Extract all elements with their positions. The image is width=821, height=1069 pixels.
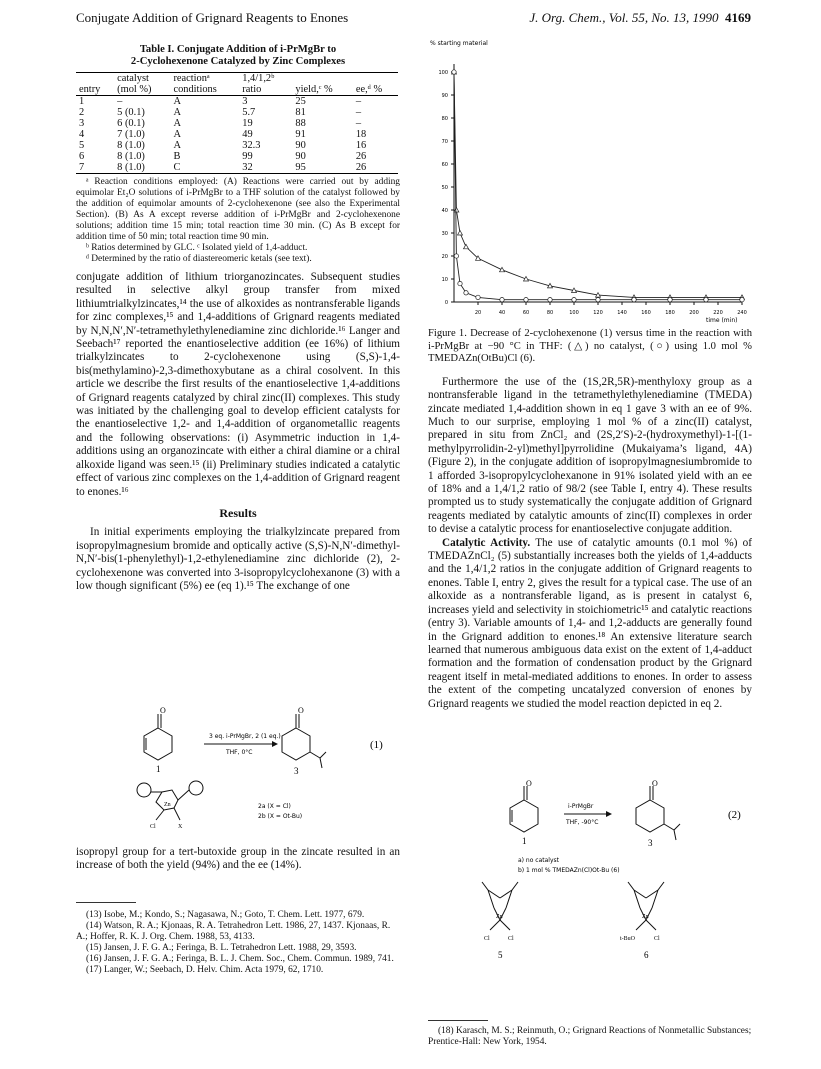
running-header: Conjugate Addition of Grignard Reagents to Enones [76, 10, 349, 25]
table-cell: – [355, 96, 362, 107]
svg-text:t-BuO: t-BuO [620, 936, 635, 942]
svg-text:Cl: Cl [150, 824, 156, 830]
y-tick-label: 60 [441, 162, 448, 168]
table-cell: – [117, 96, 123, 107]
table-row [76, 151, 398, 162]
condition-b: b) 1 mol % TMEDAZn(Cl)Ot-Bu (6) [518, 867, 620, 874]
table-cell: A [173, 129, 181, 140]
compound-label: 6 [644, 950, 649, 960]
x-tick-label: 140 [617, 310, 627, 316]
circle-point [740, 298, 744, 302]
table-cell: 6 [79, 151, 85, 162]
circle-point [452, 70, 456, 74]
compound-label: 3 [648, 838, 653, 848]
condition-a: a) no catalyst [518, 857, 560, 864]
table-cell: A [173, 96, 181, 107]
journal-citation: J. Org. Chem., Vol. 55, No. 13, 1990 4169 [529, 10, 751, 25]
table-1 [76, 72, 398, 174]
table-cell: 5.7 [242, 107, 256, 118]
y-tick-label: 90 [441, 93, 448, 99]
table-cell: 95 [295, 162, 306, 173]
svg-text:O: O [526, 779, 532, 788]
equation-2-scheme [428, 778, 752, 978]
y-tick-label: 50 [441, 185, 448, 191]
compound-label: 5 [498, 950, 503, 960]
solvent-label: THF, -90°C [566, 819, 599, 826]
circle-point [476, 295, 480, 299]
svg-text:Zn: Zn [164, 802, 171, 808]
tmedazncl2-structure [482, 882, 518, 930]
section-heading: Results [219, 505, 257, 520]
table-cell: 16 [355, 140, 367, 151]
reference-item: (18) Karasch, M. S.; Reinmuth, O.; Grignard Reactions of Nonmetallic Substances; Prentice-Hall: New York, 1954. [428, 1026, 752, 1047]
x-tick-label: 60 [522, 310, 530, 316]
footnote-divider [428, 1020, 488, 1021]
table-row [76, 118, 398, 129]
table-cell: 4 [79, 129, 85, 140]
table-cell: 88 [295, 118, 306, 129]
references-right [428, 1026, 752, 1048]
compound-label: 1 [522, 836, 527, 846]
svg-text:X: X [178, 824, 183, 830]
circle-point [524, 298, 528, 302]
compound-label: 3 [294, 766, 299, 776]
solvent-label: THF, 0°C [226, 749, 253, 756]
table-cell: 25 [295, 96, 306, 107]
table-cell: A [173, 107, 181, 118]
table-cell: 26 [355, 162, 367, 173]
table-cell: 8 (1.0) [117, 162, 145, 173]
y-tick-label: 0 [444, 300, 448, 306]
y-tick-label: 100 [438, 70, 448, 76]
cyclohexenone-structure [510, 786, 538, 832]
circle-point [454, 254, 458, 258]
series-line-circle [454, 72, 742, 300]
table-cell: 91 [295, 129, 306, 140]
references-left [76, 910, 400, 976]
x-tick-label: 200 [689, 310, 699, 316]
left-column-continued [76, 846, 400, 873]
cyclohexenone-structure [144, 714, 172, 760]
table-cell: 7 [79, 162, 85, 173]
chart-axes [438, 64, 746, 316]
table-header-row: entry (mol %) conditions ratio yield,ᶜ % ee,ᵈ % [76, 84, 398, 96]
reagent-label: 3 eq. i-PrMgBr, 2 (1 eq.) [209, 733, 281, 740]
isopropylcyclohexanone-structure [636, 786, 680, 840]
table-header-row: catalyst reactionᵃ 1,4/1,2ᵇ [76, 73, 398, 85]
right-column [428, 328, 752, 711]
circle-point [500, 298, 504, 302]
table-cell: 8 (1.0) [117, 140, 145, 151]
x-tick-label: 40 [498, 310, 506, 316]
triangle-point [464, 244, 469, 249]
x-axis-label: time (min) [706, 317, 738, 324]
y-tick-label: 20 [441, 254, 448, 260]
table-row [76, 129, 398, 140]
table-cell: B [173, 151, 181, 162]
x-tick-label: 100 [569, 310, 579, 316]
table-cell: 99 [242, 151, 253, 162]
svg-text:Cl: Cl [484, 936, 490, 942]
body-paragraph: Catalytic Activity. The use of catalytic amounts (0.1 mol %) of TMEDAZnCl₂ (5) substantially increases both the yields of 1,4-adducts and the 1,4/1,2 ratios in the conjugate addition of Grignard reagents to enones. Table I, entry 2, gives the result for a typical case. The use of an alkoxide as a nontransferable ligand, as is present in catalyst 6, increases yield and selectivity in stoichiometric¹⁵ and catalytic reactions (entry 3). Variable amounts of 1,4- and 1,2-adducts are generally found in the Grignard addition to enones.¹⁸ An extensive literature search learned that numerous ambiguous data exist on the extent of 1,4-adduct formation and the formation of condensation product by the Grignard reagent itself in metal-mediated additions to enones. In order to assess the extent of the competing uncatalyzed conversion of enones by Grignard reagents we studied the model reaction depicted in eq 2. [428, 536, 752, 710]
table-cell: A [173, 118, 181, 129]
circle-point [668, 298, 672, 302]
circle-point [458, 281, 462, 285]
y-tick-label: 80 [441, 116, 448, 122]
table-cell: 3 [79, 118, 85, 129]
left-column [76, 44, 400, 593]
circle-point [632, 298, 636, 302]
reference-item: (14) Watson, R. A.; Kjonaas, R. A. Tetrahedron Lett. 1986, 27, 1437. Kjonaas, R. A.; Hoffer, R. K. J. Org. Chem. 1988, 53, 4133. [76, 921, 391, 942]
table-cell: 6 (0.1) [117, 118, 145, 129]
svg-text:O: O [298, 706, 304, 715]
body-paragraph: In initial experiments employing the trialkylzincate prepared from isopropylmagnesium bromide and optically active (S,S)-N,N′-dimethyl-N,N′-bis(1-phenylethyl)-1,2-ethylenediamine zinc dichloride (2), 2-cyclohexenone was converted into 3-isopropylcyclohexanone (3) with a low though significant (5%) ee (eq 1).¹⁵ The exchange of one [76, 526, 400, 592]
equation-number: (2) [728, 809, 741, 821]
equation-1-scheme [76, 704, 400, 832]
circle-point [572, 298, 576, 302]
y-tick-label: 70 [441, 139, 448, 145]
y-axis-label: % starting material [430, 40, 488, 47]
table-cell: 81 [295, 107, 306, 118]
x-tick-label: 240 [737, 310, 747, 316]
isopropylcyclohexanone-structure [282, 714, 326, 768]
reference-item: (15) Jansen, J. F. G. A.; Feringa, B. L. Tetrahedron Lett. 1988, 29, 3593. [86, 943, 357, 953]
page-number: 4169 [725, 10, 751, 25]
table-cell: C [173, 162, 181, 173]
table-body [76, 96, 398, 174]
x-tick-label: 220 [713, 310, 723, 316]
table-cell: 18 [355, 129, 367, 140]
table-cell: – [355, 107, 362, 118]
table-row [76, 140, 398, 151]
table-cell: 90 [295, 151, 306, 162]
body-paragraph: Furthermore the use of the (1S,2R,5R)-menthyloxy group as a nontransferable ligand in the tetramethylethylenediamine (TMEDA) zincate mediated 1,4-addition shown in eq 1 gave 3 with an ee of 9%. Much to our surprise, employing 1 mol % of a zinc(II) catalyst, prepared in situ from ZnCl₂ and (2S,2′S)-2-(hydroxymethyl)-1-[(1-methylpyrrolidin-2-yl)methyl]pyrrolidine (Mukaiyama’s ligand, 4A) (Figure 2), in the conjugate addition of isopropylmagnesiumbromide to 1 afforded 3-isopropylcyclohexanone in 91% isolated yield with an ee of 18% and a 1,4/1,2 ratio of 98/2 (see Table I, entry 4). These results prompted us to study systematically the conjugate addition of Grignard reagents mediated by catalytic amounts of zinc(II) complexes in order to devise a catalytic process for enantioselective conjugate addition. [428, 375, 752, 536]
table-cell: 49 [242, 129, 253, 140]
body-paragraph: isopropyl group for a tert-butoxide group in the zincate resulted in an increase of both the yield (94%) and the ee (14%). [76, 846, 400, 872]
triangle-point [500, 267, 505, 272]
svg-text:Zn: Zn [642, 914, 649, 920]
circle-point [464, 291, 468, 295]
series-line-triangle [454, 72, 742, 297]
table-row [76, 162, 398, 174]
svg-text:Zn: Zn [496, 914, 503, 920]
table-caption: Table I. Conjugate Addition of i-PrMgBr to 2-Cyclohexenone Catalyzed by Zinc Complexes [130, 44, 346, 67]
svg-text:O: O [160, 706, 166, 715]
x-tick-label: 180 [665, 310, 675, 316]
table-cell: 2 [79, 107, 85, 118]
table-cell: 5 [79, 140, 85, 151]
table-cell: – [355, 118, 362, 129]
zinc-complex-2-structure [137, 781, 203, 820]
reference-item: (16) Jansen, J. F. G. A.; Feringa, B. L. J. Chem. Soc., Chem. Commun. 1989, 741. [86, 954, 394, 964]
table-cell: 19 [242, 118, 253, 129]
table-footnotes: ᵃ Reaction conditions employed: (A) Reactions were carried out by adding equimolar Et₂O solutions of i-PrMgBr to a THF solution of the catalyst followed by the addition of equimolar amounts of 2-cyclohexenone (see also the Experimental Section). (B) As A except reverse addition of i-PrMgBr and 2-cyclohexenone solutions; addition time 15 min; total reaction time 30 min. (C) As B except for addition time of 50 min; total reaction time 90 min. ᵇ Ratios determined by GLC. ᶜ Isolated yield of 1,4-adduct. ᵈ Determined by the ratio of diastereomeric ketals (see text). [76, 177, 400, 264]
table-cell: A [173, 140, 181, 151]
chart-series [452, 70, 745, 302]
y-tick-label: 40 [441, 208, 448, 214]
triangle-point [458, 231, 463, 236]
circle-point [548, 298, 552, 302]
circle-point [596, 298, 600, 302]
circle-point [704, 298, 708, 302]
x-tick-label: 80 [546, 310, 554, 316]
table-cell: 26 [355, 151, 367, 162]
body-paragraph: conjugate addition of lithium triorganozincates. Subsequent studies resulted in selective alkyl group transfer from mixed lithiumtrialkylzincates,¹⁴ the use of alkoxides as nontransferable ligands for zinc complexes,¹⁵ and 1,4-additions of Grignard reagents mediated by N,N,N′,N′-tetramethylethylenediamine zinc dichloride.¹⁶ Langer and Seebach¹⁷ reported the enantioselective addition (ee 16%) of lithium trialkylzincates to 2-cyclohexenone using (S,S)-1,4-bis(methylamino)-2,3-dimethoxybutane as a chiral cosolvent. In this article we describe the first results of the enantioselective 1,4-additions of Grignard reagents catalyzed by chiral zinc(II) complexes. This study was initiated by the challenging goal to develop efficient catalysts for the enantioselective 1,2- and 1,4-addition of organometallic reagents and the following observations: (i) Asymmetric induction in 1,4-additions using an organozincate with either a chiral diamine or a chiral alkoxide ligand was seen.¹⁵ (ii) Preliminary studies indicated a catalytic effect of various zinc complexes on the 1,4-addition of Grignard reagent to enones.¹⁶ [76, 271, 400, 498]
reagent-label: i-PrMgBr [568, 803, 594, 810]
x-tick-label: 120 [593, 310, 603, 316]
tmedazn-otbu-structure [628, 882, 664, 930]
y-tick-label: 30 [441, 231, 448, 237]
compound-variant-label: 2a (X = Cl) [258, 803, 291, 810]
table-row [76, 107, 398, 118]
triangle-point [454, 208, 459, 213]
table-row [76, 96, 398, 108]
reference-item: (13) Isobe, M.; Kondo, S.; Nagasawa, N.; Goto, T. Chem. Lett. 1977, 679. [86, 910, 365, 920]
svg-text:O: O [652, 779, 658, 788]
table-cell: 90 [295, 140, 306, 151]
compound-label: 1 [156, 764, 161, 774]
figure-caption: Figure 1. Decrease of 2-cyclohexenone (1) versus time in the reaction with i-PrMgBr at −90 °C in THF: (△) no catalyst, (○) using 1.0 mol % TMEDAZn(OtBu)Cl (6). [428, 328, 752, 365]
figure-1-chart [424, 36, 754, 326]
table-cell: 32 [242, 162, 253, 173]
table-cell: 1 [79, 96, 85, 107]
compound-variant-label: 2b (X = Ot-Bu) [258, 813, 303, 820]
table-cell: 8 (1.0) [117, 151, 145, 162]
x-tick-label: 20 [474, 310, 482, 316]
equation-number: (1) [370, 739, 383, 751]
table-cell: 3 [242, 96, 248, 107]
x-tick-label: 160 [641, 310, 651, 316]
table-cell: 32.3 [242, 140, 261, 151]
y-tick-label: 10 [441, 277, 448, 283]
svg-text:Cl: Cl [508, 936, 514, 942]
table-cell: 5 (0.1) [117, 107, 145, 118]
table-cell: 7 (1.0) [117, 129, 145, 140]
reference-item: (17) Langer, W.; Seebach, D. Helv. Chim. Acta 1979, 62, 1710. [86, 965, 324, 975]
footnote-divider [76, 902, 136, 903]
svg-text:Cl: Cl [654, 936, 660, 942]
